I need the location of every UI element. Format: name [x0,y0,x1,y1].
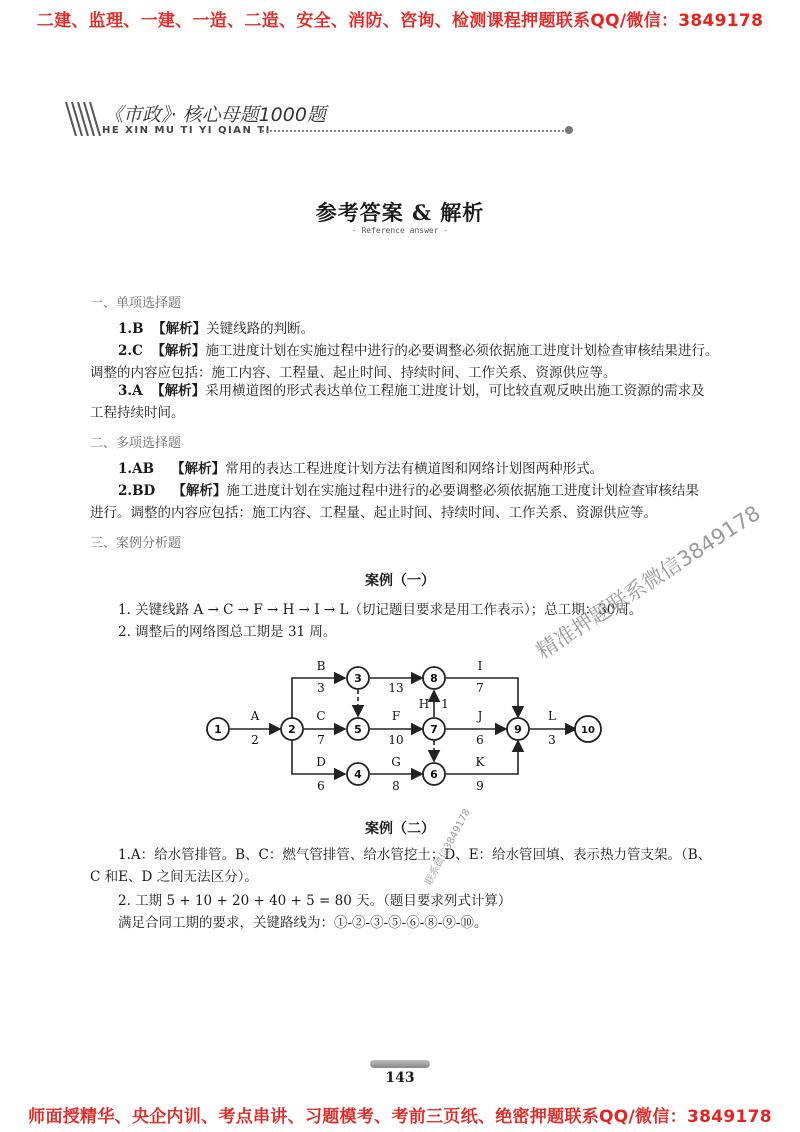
svg-text:10: 10 [388,733,404,747]
svg-text:G: G [391,755,401,769]
case-1-line-1: 1. 关键线路 A → C → F → H → I → L（切记题目要求是用工作表示）；总工期：30周。 [118,602,643,618]
svg-text:6: 6 [430,768,438,781]
page-title: 参考答案 & 解析 [315,200,485,225]
svg-text:9: 9 [476,779,484,793]
page-header [62,98,582,148]
svg-text:B: B [316,659,326,673]
watermark-large: 精准押题联系微信3849178 [532,500,765,664]
svg-text:1: 1 [214,723,222,736]
answer-single-2: 2.C 【解析】施工进度计划在实施过程中进行的必要调整必须依据施工进度计划检查审核结果进行。 调整的内容应包括：施工内容、工程量、起止时间、持续时间、工作关系、资源供应等。 [90,343,719,381]
answer-multi-1: 1.AB 【解析】常用的表达工程进度计划方法有横道图和网络计划图两种形式。 [118,461,604,477]
case-2-line-2: 2. 工期 5 + 10 + 20 + 40 + 5 = 80 天。（题目要求列式计算） [118,893,512,909]
svg-text:I: I [477,659,483,673]
svg-text:A: A [250,709,260,723]
section-single-choice: 一、单项选择题 [90,296,182,311]
svg-text:10: 10 [581,725,595,736]
case-1-title: 案例（一） [365,573,435,589]
page-subtitle: - Reference answer - [351,226,449,235]
svg-text:6: 6 [317,779,325,793]
svg-text:3: 3 [354,672,362,685]
svg-text:3: 3 [317,681,325,695]
svg-text:2: 2 [251,733,259,747]
page-number-ornament [370,1060,430,1068]
case-2-line-3: 满足合同工期的要求，关键路线为：①-②-③-⑤-⑥-⑧-⑨-⑩。 [118,915,488,931]
svg-text:C: C [316,709,326,723]
svg-text:8: 8 [392,779,400,793]
series-title: 《市政》· 核心母题1000题 [104,104,326,126]
network-diagram [200,650,610,800]
case-1-line-2: 2. 调整后的网络图总工期是 31 周。 [118,624,337,640]
answer-multi-2: 2.BD 【解析】施工进度计划在实施过程中进行的必要调整必须依据施工进度计划检查审核结果 进行。调整的内容应包括：施工内容、工程量、起止时间、持续时间、工作关系、资源供应等。 [90,483,699,521]
case-2-line-1: 1.A：给水管排管。B、C：燃气管排管、给水管挖土；D、E：给水管回填、表示热力管支架。（B、 C 和E、D 之间无法区分）。 [90,847,712,885]
page-number: 143 [385,1070,415,1086]
svg-text:7: 7 [317,733,325,747]
section-multiple-choice: 二、多项选择题 [90,436,182,451]
svg-text:5: 5 [354,723,362,736]
case-2-title: 案例（二） [365,821,435,837]
svg-text:7: 7 [476,681,484,695]
header-stripes-icon [62,102,102,136]
svg-text:3: 3 [548,733,556,747]
answer-single-3: 3.A 【解析】采用横道图的形式表达单位工程施工进度计划，可比较直观反映出施工资源的需求及 工程持续时间。 [90,383,705,421]
svg-text:7: 7 [430,723,438,736]
svg-text:K: K [475,755,485,769]
promo-banner-bottom: 师面授精华、央企内训、考点串讲、习题模考、考前三页纸、绝密押题联系QQ/微信：3849178 [28,1107,772,1127]
section-case-analysis: 三、案例分析题 [90,536,182,551]
svg-text:L: L [548,709,556,723]
header-divider [262,130,568,132]
watermark-small: 联系微信3849178 [423,807,473,888]
svg-text:9: 9 [514,723,522,736]
svg-text:1: 1 [441,697,449,711]
svg-text:J: J [477,709,483,723]
promo-banner-top: 二建、监理、一建、一造、二造、安全、消防、咨询、检测课程押题联系QQ/微信：3849178 [36,11,764,31]
svg-text:6: 6 [476,733,484,747]
header-divider-end-icon [565,126,573,134]
svg-text:H: H [418,697,430,711]
series-pinyin: HE XIN MU TI YI QIAN TI [102,125,271,136]
svg-text:2: 2 [288,723,296,736]
svg-text:8: 8 [430,672,438,685]
svg-text:4: 4 [354,768,362,781]
svg-text:D: D [316,755,326,769]
svg-text:F: F [391,709,401,723]
answer-single-1: 1.B 【解析】关键线路的判断。 [118,321,315,337]
svg-text:13: 13 [388,681,404,695]
